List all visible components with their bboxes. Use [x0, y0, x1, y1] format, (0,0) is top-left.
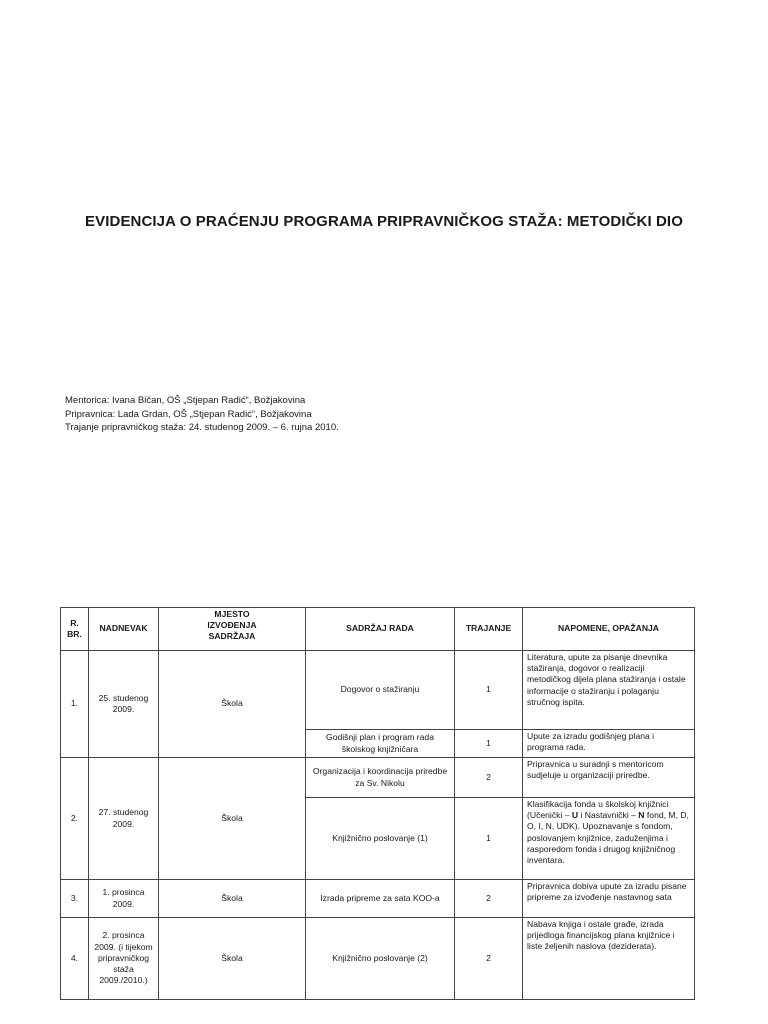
row-place: Škola — [159, 758, 306, 880]
row-content: Dogovor o stažiranju — [306, 651, 455, 730]
row-notes: Upute za izradu godišnjeg plana i programa rada. — [523, 730, 695, 758]
row-duration: 2 — [455, 880, 523, 918]
row-number: 1. — [61, 651, 89, 758]
row-notes: Pripravnica dobiva upute za izradu pisane pripreme za izvođenje nastavnog sata — [523, 880, 695, 918]
row-duration: 2 — [455, 758, 523, 798]
row-content: Knjižnično poslovanje (2) — [306, 918, 455, 1000]
row-duration: 2 — [455, 918, 523, 1000]
header-date: NADNEVAK — [89, 608, 159, 651]
row-content: Knjižnično poslovanje (1) — [306, 798, 455, 880]
info-block — [65, 394, 339, 435]
row-content: Godišnji plan i program rada školskog knjižničara — [306, 730, 455, 758]
document-title: EVIDENCIJA O PRAĆENJU PROGRAMA PRIPRAVNIČKOG STAŽA: METODIČKI DIO — [85, 213, 683, 230]
row-number: 4. — [61, 918, 89, 1000]
row-duration: 1 — [455, 651, 523, 730]
row-content: Izrada pripreme za sata KOO-a — [306, 880, 455, 918]
row-notes: Klasifikacija fonda u školskoj knjižnici (Učenički – U i Nastavnički – N fond, M, D, O, I, N, UDK). Upoznavanje s fondom, poslovanjem knjižnice, zaduženjima i rasporedom fonda i drugog knjižničnog inventara. — [523, 798, 695, 880]
row-number: 3. — [61, 880, 89, 918]
row-place: Škola — [159, 918, 306, 1000]
row-date: 1. prosinca 2009. — [89, 880, 159, 918]
row-notes: Pripravnica u suradnji s mentoricom sudjeluje u organizaciji priredbe. — [523, 758, 695, 798]
row-date: 27. studenog 2009. — [89, 758, 159, 880]
row-number: 2. — [61, 758, 89, 880]
row-place: Škola — [159, 880, 306, 918]
row-date: 2. prosinca 2009. (i tijekom pripravničkog staža 2009./2010.) — [89, 918, 159, 1000]
table-row — [61, 880, 695, 918]
duration-line: Trajanje pripravničkog staža: 24. studenog 2009. – 6. rujna 2010. — [65, 422, 339, 433]
row-date: 25. studenog 2009. — [89, 651, 159, 758]
mentor-line: Mentorica: Ivana Bičan, OŠ „Stjepan Radić“, Božjakovina — [65, 395, 306, 406]
row-notes: Nabava knjiga i ostale građe, izrada prijedloga financijskog plana knjižnice i liste željenih naslova (deziderata). — [523, 918, 695, 1000]
header-content: SADRŽAJ RADA — [306, 608, 455, 651]
header-notes: NAPOMENE, OPAŽANJA — [523, 608, 695, 651]
row-content: Organizacija i koordinacija priredbe za Sv. Nikolu — [306, 758, 455, 798]
row-duration: 1 — [455, 730, 523, 758]
row-duration: 1 — [455, 798, 523, 880]
table-row — [61, 758, 695, 798]
table-header-row — [61, 608, 695, 651]
row-notes: Literatura, upute za pisanje dnevnika stažiranja, dogovor o realizaciji metodičkog dijela plana stažiranja i ostale informacije o stažiranju i polaganju stručnog ispita. — [523, 651, 695, 730]
evidence-table — [60, 607, 695, 1000]
header-rbr: R. BR. — [61, 608, 89, 651]
table-row — [61, 918, 695, 1000]
table-row — [61, 651, 695, 730]
intern-line: Pripravnica: Lada Grdan, OŠ „Stjepan Radić“, Božjakovina — [65, 408, 312, 420]
header-duration: TRAJANJE — [455, 608, 523, 651]
row-place: Škola — [159, 651, 306, 758]
header-place: MJESTO IZVOĐENJA SADRŽAJA — [159, 608, 306, 651]
